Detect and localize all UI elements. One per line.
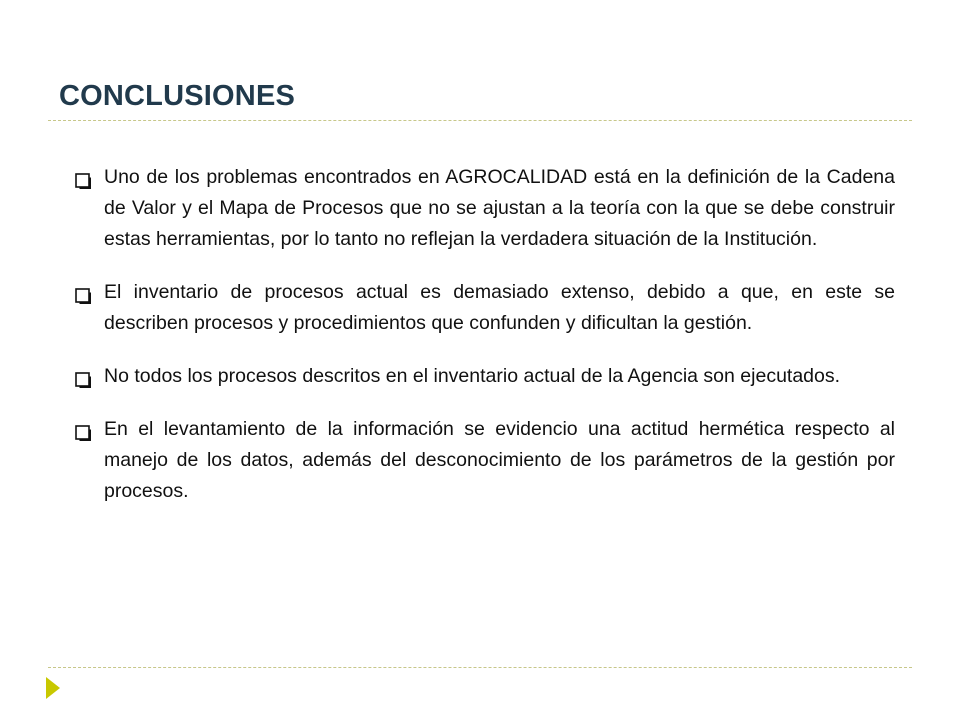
- bullet-text: No todos los procesos descritos en el inventario actual de la Agencia son ejecutados.: [104, 365, 841, 387]
- conclusions-list: [75, 162, 895, 529]
- bullet-text: En el levantamiento de la información se evidencio una actitud hermética respecto al manejo de los datos, además del desconocimiento de los parámetros de la gestión por procesos.: [104, 418, 895, 502]
- bullet-text: El inventario de procesos actual es demasiado extenso, debido a que, en este se describen procesos y procedimientos que confunden y dificultan la gestión.: [104, 281, 895, 334]
- list-item: [75, 361, 895, 392]
- square-checkbox-icon: [75, 425, 91, 441]
- bullet-text: Uno de los problemas encontrados en AGROCALIDAD está en la definición de la Cadena de Valor y el Mapa de Procesos que no se ajustan a la teoría con la que se debe construir estas herramientas, por lo tanto no reflejan la verdadera situación de la Institución.: [104, 166, 895, 250]
- list-item: [75, 414, 895, 507]
- page-title: CONCLUSIONES: [59, 80, 296, 112]
- square-checkbox-icon: [75, 173, 91, 189]
- footer-divider: [48, 667, 912, 668]
- list-item: [75, 277, 895, 339]
- square-checkbox-icon: [75, 288, 91, 304]
- triangle-arrow-icon: [46, 677, 60, 699]
- title-divider: [48, 120, 912, 121]
- list-item: [75, 162, 895, 255]
- square-checkbox-icon: [75, 372, 91, 388]
